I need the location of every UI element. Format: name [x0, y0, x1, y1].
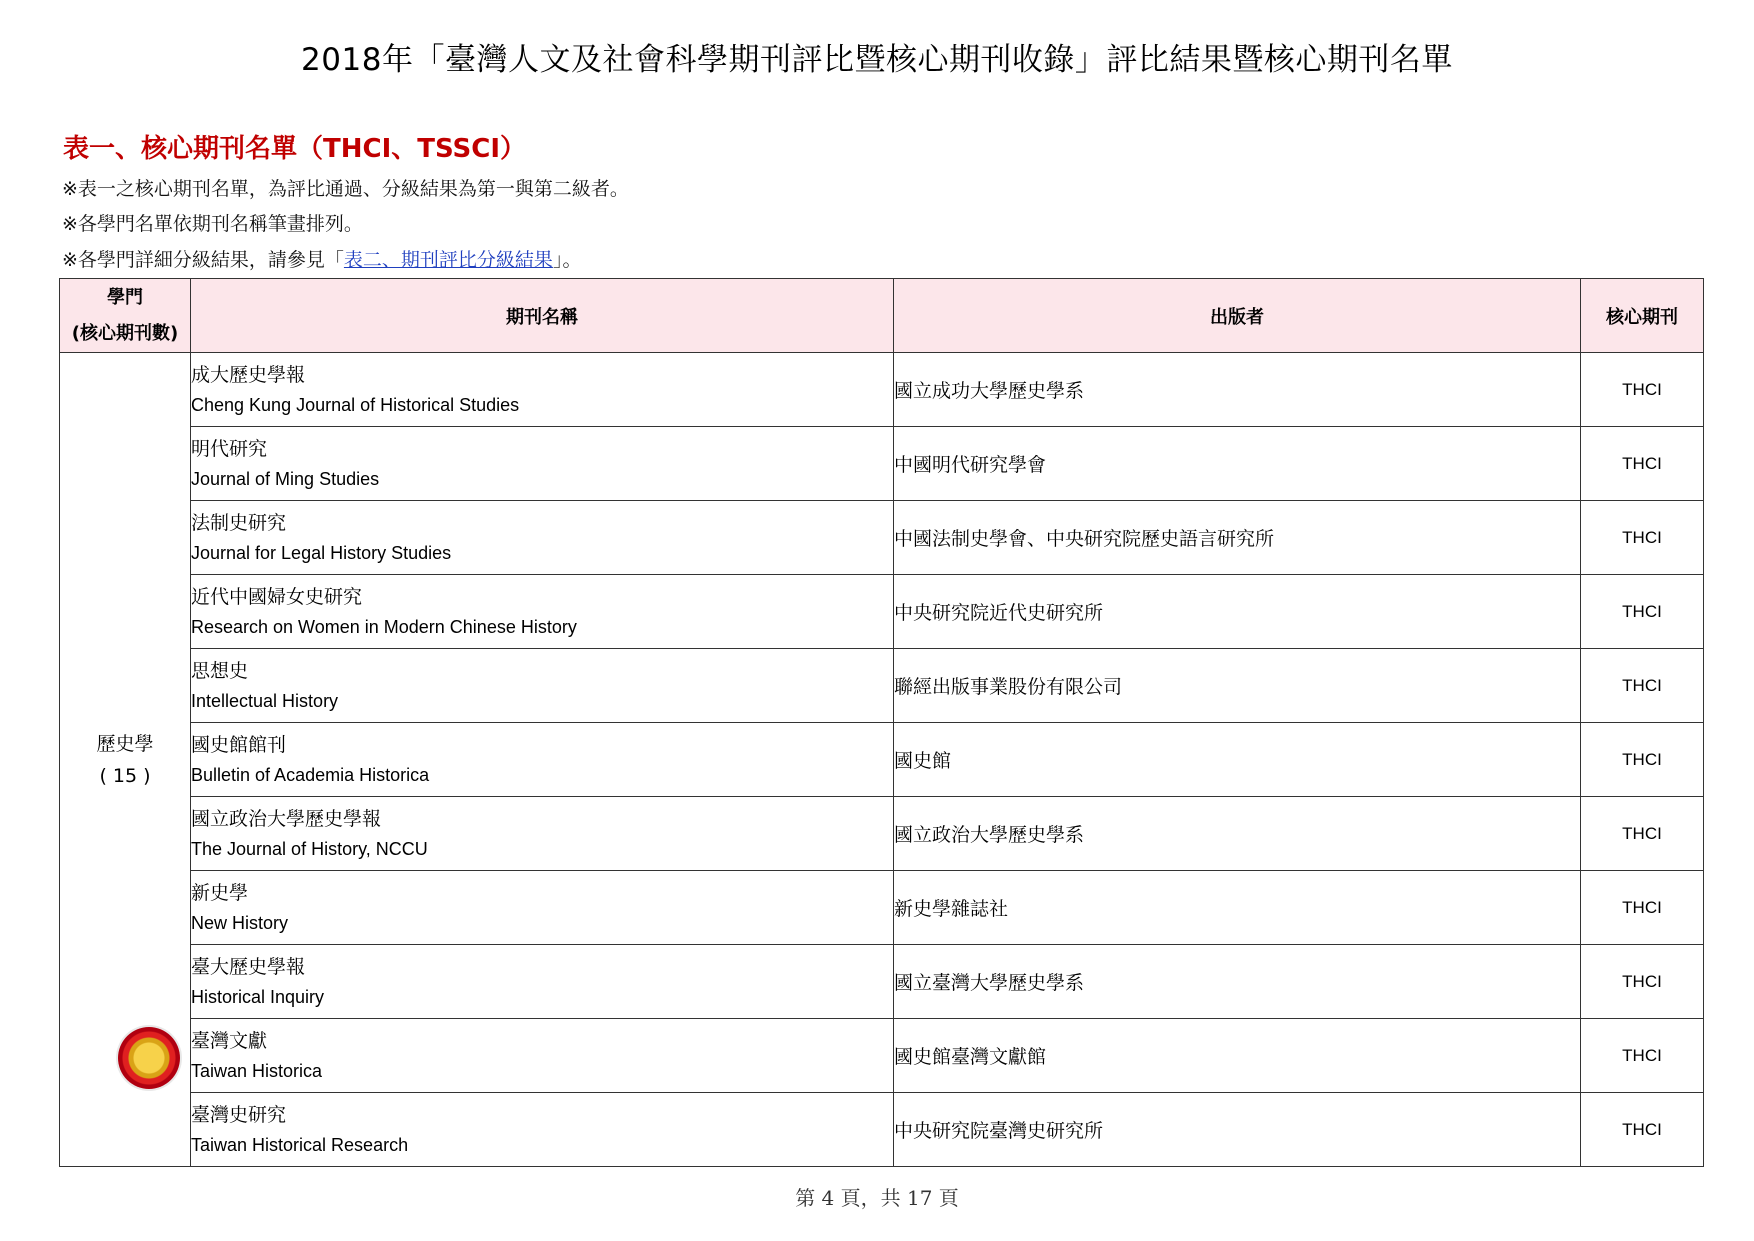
core-index-cell: THCI	[1581, 723, 1704, 797]
journal-name-en: Journal of Ming Studies	[191, 468, 380, 489]
note-3-suffix: 」。	[552, 249, 582, 271]
journal-name-cell	[191, 649, 894, 723]
publisher-cell: 中國明代研究學會	[894, 427, 1581, 501]
table-row	[60, 575, 1704, 649]
table-header-row	[60, 279, 1704, 353]
publisher-cell: 國立成功大學歷史學系	[894, 353, 1581, 427]
journal-name-en: Cheng Kung Journal of Historical Studies	[191, 394, 520, 415]
journal-name-cell	[191, 353, 894, 427]
core-index-cell: THCI	[1581, 427, 1704, 501]
journal-name-zh: 法制史研究	[191, 511, 287, 534]
table2-link[interactable]: 表二、期刊評比分級結果	[343, 249, 553, 271]
discipline-name: 歷史學	[96, 732, 154, 755]
table-row	[60, 1019, 1704, 1093]
journal-name-cell	[191, 427, 894, 501]
table-row	[60, 353, 1704, 427]
note-3-prefix: ※各學門詳細分級結果，請參見「	[62, 249, 344, 271]
journal-name-cell	[191, 871, 894, 945]
core-index-cell: THCI	[1581, 1019, 1704, 1093]
journal-name-en: Taiwan Historica	[191, 1060, 323, 1081]
journal-name-cell	[191, 1093, 894, 1167]
header-discipline-line2: (核心期刊數)	[71, 322, 179, 344]
publisher-cell: 國立臺灣大學歷史學系	[894, 945, 1581, 1019]
core-index-cell: THCI	[1581, 575, 1704, 649]
table-row	[60, 797, 1704, 871]
table-row	[60, 871, 1704, 945]
note-1: ※表一之核心期刊名單，為評比通過、分級結果為第一與第二級者。	[62, 178, 629, 200]
discipline-count: ( 15 )	[99, 764, 151, 787]
journal-name-zh: 近代中國婦女史研究	[191, 585, 363, 608]
publisher-cell: 聯經出版事業股份有限公司	[894, 649, 1581, 723]
header-journal-name: 期刊名稱	[191, 279, 894, 353]
journal-name-cell	[191, 501, 894, 575]
journal-name-cell	[191, 1019, 894, 1093]
journal-name-en: Taiwan Historical Research	[191, 1134, 409, 1155]
gold-seal-icon	[118, 1027, 180, 1089]
publisher-cell: 中央研究院臺灣史研究所	[894, 1093, 1581, 1167]
page-number-footer: 第 4 頁，共 17 頁	[795, 1186, 959, 1210]
table-row	[60, 1093, 1704, 1167]
core-index-cell: THCI	[1581, 945, 1704, 1019]
journal-name-cell	[191, 575, 894, 649]
core-index-cell: THCI	[1581, 797, 1704, 871]
note-3	[62, 245, 581, 272]
journal-name-cell	[191, 723, 894, 797]
core-index-cell: THCI	[1581, 1093, 1704, 1167]
journal-name-zh: 國史館館刊	[191, 733, 287, 756]
journal-name-en: Intellectual History	[191, 690, 339, 711]
journal-name-zh: 臺灣史研究	[191, 1103, 287, 1126]
core-index-cell: THCI	[1581, 353, 1704, 427]
publisher-cell: 中國法制史學會、中央研究院歷史語言研究所	[894, 501, 1581, 575]
journal-name-en: Historical Inquiry	[191, 986, 325, 1007]
document-title: 2018年「臺灣人文及社會科學期刊評比暨核心期刊收錄」評比結果暨核心期刊名單	[301, 42, 1453, 78]
core-index-cell: THCI	[1581, 871, 1704, 945]
journal-name-en: Journal for Legal History Studies	[191, 542, 452, 563]
publisher-cell: 新史學雜誌社	[894, 871, 1581, 945]
table-row	[60, 427, 1704, 501]
journal-name-zh: 思想史	[191, 659, 249, 682]
table-row	[60, 501, 1704, 575]
journal-name-en: Bulletin of Academia Historica	[191, 764, 430, 785]
publisher-cell: 中央研究院近代史研究所	[894, 575, 1581, 649]
journal-name-zh: 新史學	[191, 881, 249, 904]
header-publisher: 出版者	[894, 279, 1581, 353]
table-row	[60, 649, 1704, 723]
publisher-cell: 國史館	[894, 723, 1581, 797]
table-row	[60, 723, 1704, 797]
core-index-cell: THCI	[1581, 501, 1704, 575]
core-index-cell: THCI	[1581, 649, 1704, 723]
journal-name-en: The Journal of History, NCCU	[191, 838, 428, 859]
header-core-journal: 核心期刊	[1581, 279, 1704, 353]
publisher-cell: 國立政治大學歷史學系	[894, 797, 1581, 871]
journal-name-cell	[191, 797, 894, 871]
table-row	[60, 945, 1704, 1019]
journal-name-zh: 國立政治大學歷史學報	[191, 807, 382, 830]
header-discipline	[60, 279, 191, 353]
section-title: 表一、核心期刊名單（THCI、TSSCI）	[63, 134, 527, 164]
journal-name-zh: 臺灣文獻	[191, 1029, 268, 1052]
journal-name-zh: 成大歷史學報	[191, 363, 306, 386]
journal-name-zh: 明代研究	[191, 437, 268, 460]
header-discipline-line1: 學門	[107, 286, 143, 308]
note-2: ※各學門名單依期刊名稱筆畫排列。	[62, 213, 363, 235]
publisher-cell: 國史館臺灣文獻館	[894, 1019, 1581, 1093]
journal-name-cell	[191, 945, 894, 1019]
journal-name-en: New History	[191, 912, 289, 933]
journal-name-en: Research on Women in Modern Chinese History	[191, 616, 577, 637]
core-journal-table	[59, 278, 1704, 1167]
journal-name-zh: 臺大歷史學報	[191, 955, 306, 978]
